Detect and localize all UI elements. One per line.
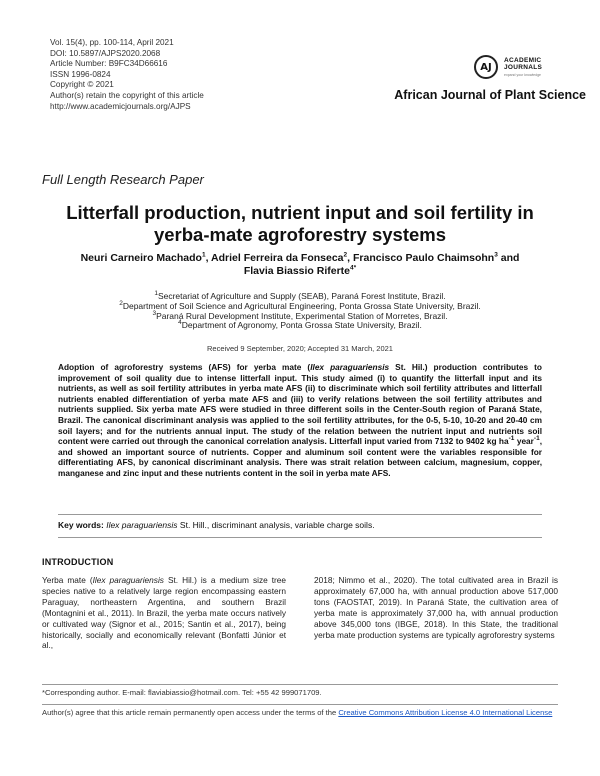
meta-issn: ISSN 1996-0824 [50, 69, 111, 79]
meta-url: http://www.academicjournals.org/AJPS [50, 101, 191, 111]
license-text: Author(s) agree that this article remain permanently open access under the terms of the [42, 708, 339, 717]
meta-rights: Author(s) retain the copyright of this article [50, 90, 204, 100]
affiliation-item [40, 321, 560, 331]
affiliation-text: Secretariat of Agriculture and Supply (SEAB), Paraná Forest Institute, Brazil. [157, 291, 446, 301]
author-sep: and [497, 252, 520, 264]
divider [58, 537, 542, 538]
abstract-text: St. Hil.) production contributes to improvement of soil quality due to intense litterfall input. This study aimed (i) to quantify the litterfall input and its nutrients, as well as soil fertility attributes in yerba mate AFS (ii) to discriminate which soil fertility attributes and litterfall nutrients enabled differentiation of yerba mate AFS and (iii) to verify relations between the soil fertility attributes and nutrients supplied. Six yerba mate AFS were studied in three different soils in the Center-South region of Paraná State, Brazil. The canonical discriminant analysis was applied to the soil fertility attributes, for the 0-5, 5-10, 10-20 and 20-40 cm soil layers; and for the nutrients annual input. The study of the relation between the nutrient input and nutrients soil content were carried out through the canonical correlation analysis. Litterfall input varied from 7132 to 9402 kg ha [58, 362, 542, 447]
affiliation-sup: 3 [152, 309, 157, 317]
received-dates: Received 9 September, 2020; Accepted 31 March, 2021 [207, 344, 393, 353]
intro-species: Ilex paraguariensis [92, 575, 164, 585]
affiliation-sup: 1 [154, 290, 158, 298]
meta-article-number: Article Number: B9FC34D66616 [50, 59, 168, 69]
author-name: Flavia Biassio Riferte [243, 265, 351, 277]
author-sep: , [205, 252, 212, 264]
divider [42, 684, 558, 685]
author-name: Adriel Ferreira da Fonseca [211, 252, 344, 264]
logo-mark: AJ [474, 55, 498, 79]
abstract-text: , and showed an important source of nutrients. Copper and aluminum soil content were the variables responsible for differentiating AFS, by canonical discriminant analysis. There was strait relation between calcium, magnesium, copper, manganese and zinc input and these nutrients content in the soil in yerba mate AFS. [58, 436, 542, 478]
keywords-species: Ilex paraguariensis [106, 520, 178, 530]
keywords-label: Key words: [58, 520, 104, 530]
logo-tagline: expand your knowledge [504, 73, 541, 77]
paper-type: Full Length Research Paper [42, 172, 204, 187]
intro-column-right: 2018; Nimmo et al., 2020). The total cultivated area in Brazil is approximately 67,000 ha, with annual production above 517,000 tons (FAOSTAT, 2019). In Paraná State, the cultivation area of yerba mate is approximately 37,000 ha, with annual production above 345,000 tons (IBGE, 2018). In this State, the traditional yerba mate production systems are typically agroforestry systems [314, 575, 558, 640]
affiliation-sup: 2 [119, 299, 123, 307]
intro-column-left [42, 575, 286, 651]
keywords [58, 520, 542, 530]
affiliation-text: Paraná Rural Development Institute, Experimental Station of Morretes, Brazil. [156, 310, 448, 321]
logo-line2: JOURNALS [504, 64, 543, 71]
meta-doi: DOI: 10.5897/AJPS2020.2068 [50, 48, 161, 58]
article-metadata [50, 38, 300, 112]
abstract-sup: -1 [533, 435, 540, 443]
logo-line1: ACADEMIC [504, 57, 542, 64]
author-sup: 4* [350, 264, 357, 272]
journal-name: African Journal of Plant Science [394, 88, 586, 102]
author-name: Neuri Carneiro Machado [80, 252, 202, 264]
keywords-text: St. Hill., discriminant analysis, variable charge soils. [177, 520, 375, 530]
logo-wordmark [504, 57, 542, 71]
affiliation-text: Department of Agronomy, Ponta Grossa State University, Brazil. [181, 320, 422, 331]
meta-volume: Vol. 15(4), pp. 100-114, April 2021 [50, 38, 174, 47]
license-link[interactable]: Creative Commons Attribution License 4.0 International License [338, 708, 553, 717]
affiliations [40, 292, 560, 331]
license-note [42, 708, 562, 718]
section-heading: INTRODUCTION [42, 557, 114, 567]
abstract-species: Ilex paraguariensis [310, 362, 390, 372]
author-sep: , [347, 252, 353, 264]
intro-text: Yerba mate ( [42, 575, 93, 585]
intro-text: St. Hil.) is a medium size tree species native to a relatively large region encompassing eastern Paraguay, northeastern Argentina, and southern Brazil (Montagnini et al., 2011). In Brazil, the yerba mate occurs natively or cultivated way (Signor et al., 2015; Santin et al., 2017), being historically, socially and economically relevant (Bonfatti Júnior et al., [42, 575, 286, 651]
affiliation-sup: 4 [178, 319, 182, 327]
abstract [58, 362, 542, 479]
author-name: Francisco Paulo Chaimsohn [352, 252, 495, 264]
author-sup: 1 [201, 251, 206, 259]
abstract-text: year [514, 436, 534, 447]
divider [58, 514, 542, 515]
publisher-logo [474, 52, 584, 84]
author-sup: 3 [494, 251, 498, 259]
corresponding-author: *Corresponding author. E-mail: flaviabiassio@hotmail.com. Tel: +55 42 999071709. [42, 688, 322, 697]
author-list [40, 252, 560, 278]
author-sup: 2 [343, 251, 348, 259]
paper-title: Litterfall production, nutrient input and soil fertility in yerba-mate agroforestry systems [66, 202, 534, 245]
abstract-sup: -1 [508, 435, 515, 443]
meta-copyright: Copyright © 2021 [50, 80, 114, 90]
abstract-text: Adoption of agroforestry systems (AFS) for yerba mate ( [58, 362, 311, 372]
divider [42, 704, 558, 705]
affiliation-text: Department of Soil Science and Agricultural Engineering, Ponta Grossa State University, Brazil. [122, 300, 481, 311]
